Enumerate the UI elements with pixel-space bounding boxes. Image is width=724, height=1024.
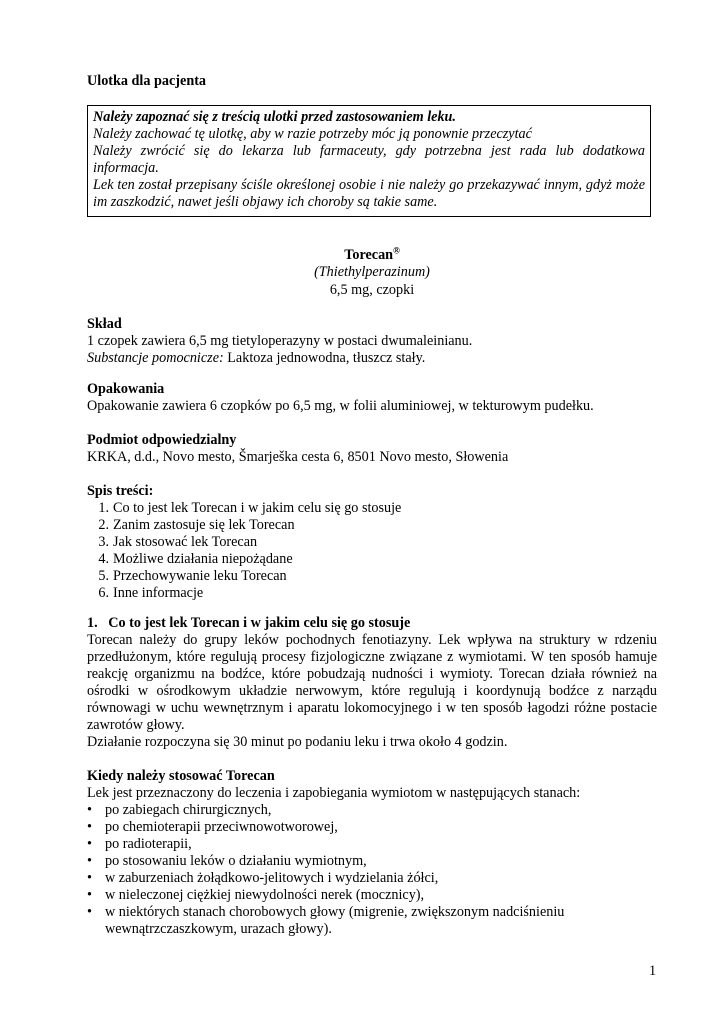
toc-item: 6. Inne informacje [98,585,204,601]
bullet: • [87,870,92,886]
toc-item: 5. Przechowywanie leku Torecan [98,568,287,584]
opakowania-text: Opakowanie zawiera 6 czopków po 6,5 mg, w folii aluminiowej, w tekturowym pudełku. [87,398,594,414]
page-title: Ulotka dla pacjenta [87,73,207,89]
bullet: • [87,819,92,835]
toc-item: 1. Co to jest lek Torecan i w jakim celu się go stosuje [98,500,402,516]
section-1-heading: 1. Co to jest lek Torecan i w jakim celu się go stosuje [87,615,411,631]
product-strength: 6,5 mg, czopki [329,282,415,298]
podmiot-heading: Podmiot odpowiedzialny [87,432,237,448]
bullet: • [87,887,92,903]
section-sklad [87,316,657,367]
list-item: • po zabiegach chirurgicznych, [87,802,272,818]
list-item: • po radioterapii, [87,836,192,852]
bullet: • [87,836,92,852]
sklad-excipients: Substancje pomocnicze: Laktoza jednowodna, tłuszcz stały. [87,350,426,366]
bullet: • [87,802,92,818]
toc-list [87,500,657,602]
toc-item: 4. Możliwe działania niepożądane [98,551,293,567]
notice-line-2: Należy zachować tę ulotkę, aby w razie potrzeby móc ją ponownie przeczytać [93,126,532,142]
section-1-paragraph: Torecan należy do grupy leków pochodnych fenotiazyny. Lek wpływa na struktury w rdzeniu przedłużonym, które regulują procesy fizjologiczne związane z wymiotami. W ten sposób hamuje reakcję organizmu na bodźce, które pobudzają nudności i wymioty. Torecan działa również na ośrodki w ośrodkowym układzie nerwowym, które regulują i koordynują bodźce z narządu równowagi w uchu wewnętrznym i aparatu lokomocyjnego i w ten sposób łagodzi różne postacie zawrotów głowy. [87,632,657,733]
notice-line-4: Lek ten został przepisany ściśle określonej osobie i nie należy go przekazywać innym, gdyż może im zaszkodzić, nawet jeśli objawy ich choroby są takie same. [93,177,645,210]
bullet: • [87,904,92,920]
section-toc [87,483,657,602]
toc-heading: Spis treści: [87,483,154,499]
kiedy-heading: Kiedy należy stosować Torecan [87,768,275,784]
toc-item: 3. Jak stosować lek Torecan [98,534,258,550]
section-1 [87,615,657,751]
kiedy-intro: Lek jest przeznaczony do leczenia i zapobiegania wymiotom w następujących stanach: [87,785,581,801]
bullet: • [87,853,92,869]
podmiot-text: KRKA, d.d., Novo mesto, Šmarješka cesta 6, 8501 Novo mesto, Słowenia [87,449,509,465]
list-item: • w niektórych stanach chorobowych głowy (migrenie, zwiększonym nadciśnieniu wewnątrzczaszkowym, urazach głowy). [87,904,565,937]
registered-mark: ® [393,245,400,256]
list-item: • po chemioterapii przeciwnowotworowej, [87,819,338,835]
section-1-onset: Działanie rozpoczyna się 30 minut po podaniu leku i trwa około 4 godzin. [87,734,508,750]
page-number: 1 [649,963,657,979]
product-inn: (Thiethylperazinum) [314,264,430,280]
sklad-composition: 1 czopek zawiera 6,5 mg tietyloperazyny w postaci dwumaleinianu. [87,333,473,349]
warning-box [87,105,651,217]
notice-line-1: Należy zapoznać się z treścią ulotki przed zastosowaniem leku. [93,109,456,125]
product-name: Torecan® [344,245,400,263]
indications-list [87,802,657,938]
section-kiedy [87,768,657,938]
toc-item: 2. Zanim zastosuje się lek Torecan [98,517,295,533]
section-opakowania [87,381,657,415]
notice-line-3: Należy zwrócić się do lekarza lub farmaceuty, gdy potrzebna jest rada lub dodatkowa informacja. [93,143,645,176]
list-item: • w nieleczonej ciężkiej niewydolności nerek (mocznicy), [87,887,425,903]
list-item: • po stosowaniu leków o działaniu wymiotnym, [87,853,367,869]
list-item: • w zaburzeniach żołądkowo-jelitowych i wydzielania żółci, [87,870,439,886]
sklad-heading: Skład [87,316,122,332]
opakowania-heading: Opakowania [87,381,165,397]
section-podmiot [87,432,657,466]
